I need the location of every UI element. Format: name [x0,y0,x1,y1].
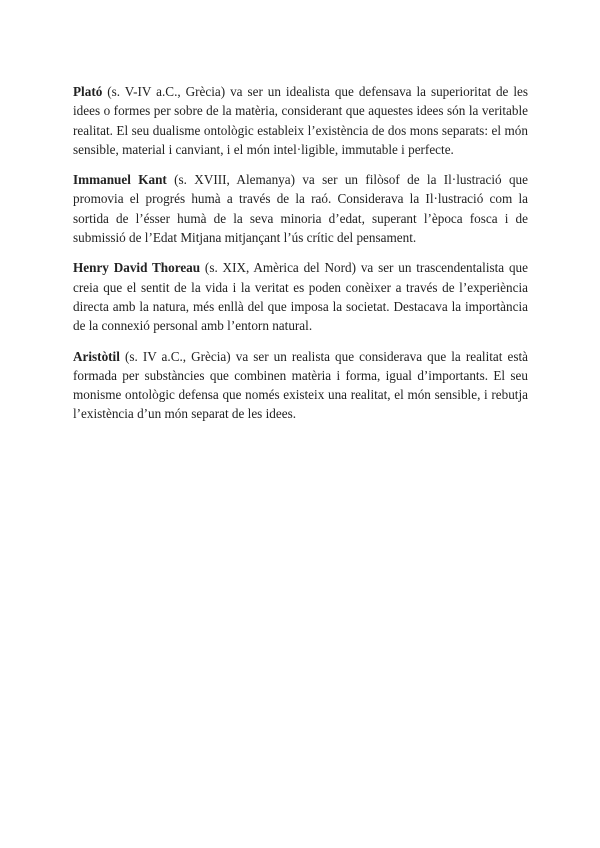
paragraph-kant [73,170,528,247]
document-body [73,82,528,435]
paragraph-text: (s. V-IV a.C., Grècia) va ser un idealista que defensava la superioritat de les idees o formes per sobre de la matèria, considerant que aquestes idees són la veritable realitat. El seu dualisme ontològic estableix l’existència de dos mons separats: el món sensible, material i canviant, i el món intel·ligible, immutable i perfecte. [73,84,528,157]
philosopher-name: Immanuel Kant [73,172,167,188]
paragraph-text: (s. XIX, Amèrica del Nord) va ser un trascendentalista que creia que el sentit de la vida i la veritat es poden conèixer a través de l’experiència directa amb la natura, més enllà del que imposa la societat. Destacava la importància de la connexió personal amb l’entorn natural. [73,260,528,334]
paragraph-thoreau [73,258,528,335]
philosopher-name: Aristòtil [73,348,120,364]
paragraph-plato [73,82,528,159]
paragraph-text: (s. XVIII, Alemanya) va ser un filòsof de la Il·lustració que promovia el progrés humà a través de la raó. Considerava la Il·lustració com la sortida de l’ésser humà de la seva minoria d’edat, superant l’època fosca i de submissió de l’Edat Mitjana mitjançant l’ús crític del pensament. [73,172,528,246]
paragraph-text: (s. IV a.C., Grècia) va ser un realista que considerava que la realitat està formada per substàncies que combinen matèria i forma, igual d’importants. El seu monisme ontològic defensa que només existeix una realitat, el món sensible, i rebutja l’existència d’un món separat de les idees. [73,348,528,422]
philosopher-name: Plató [73,84,103,99]
philosopher-name: Henry David Thoreau [73,260,201,276]
paragraph-aristotil [73,347,528,424]
